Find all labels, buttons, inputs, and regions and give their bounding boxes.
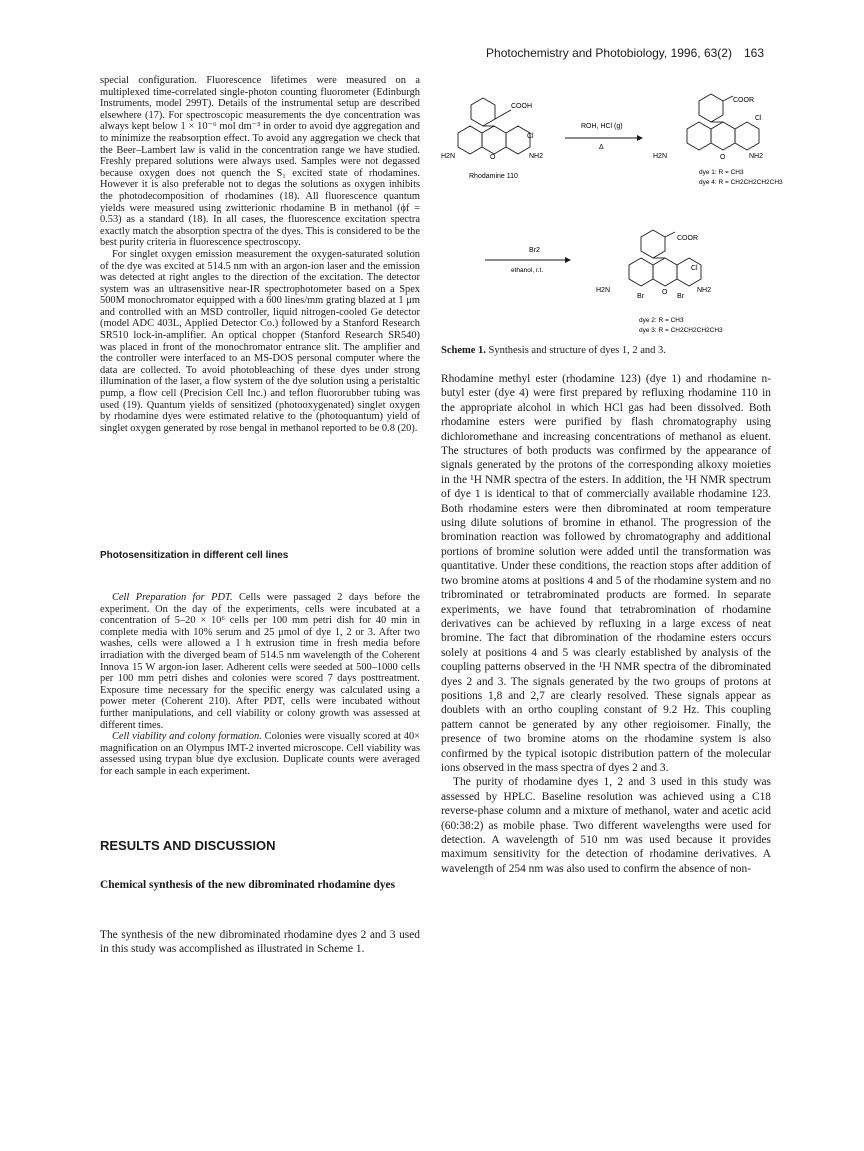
left-column [100,75,420,434]
subheading-photosensitization: Photosensitization in different cell lines [100,550,289,561]
heat-symbol: Δ [599,144,604,151]
dye-1-definition: dye 1: R = CH3 [699,169,744,176]
paragraph-synthesis-intro [100,928,420,957]
bromine-label-left: Br [637,293,644,300]
paragraph-hplc-purity: The purity of rhodamine dyes 1, 2 and 3 used in this study was assessed by HPLC. Baseline resolution was achieved using a C18 reverse-phase column and a mixture of methanol, water and acetic acid (60:38:2) as mobile phase. Two different wavelengths were used for detection. A wavelength of 510 nm was used because it provides maximum sensitivity for the detection of rhodamine derivatives. A wavelength of 254 nm was also used to confirm the absence of non- [441,776,771,875]
paragraph-singlet-oxygen: For singlet oxygen emission measurement the oxygen-saturated solution of the dye was excited at 514.5 nm with an argon-ion laser and the emission was detected at right angles to the direction of the excitation. The detector system was an ultrasensitive near-IR spectrophotometer based on a Spex 500M monochromator equipped with a 600 lines/mm grating blazed at 1 μm and controlled with an MSD controller, liquid nitrogen-cooled Ge detector (model ADC 403L, Applied Detector Co.) followed by a Stanford Research SR510 lock-in-amplifier. An optical chopper (Stanford Research SR540) was placed in front of the monochromator entrance slit. The amplifier and the controller were interfaced to an MS-DOS personal computer where the data are collected. To avoid photobleaching of these dyes under strong illumination of the laser, a flow system of the dye solution using a peristaltic pump, a flow cell (Precision Cell Inc.) and teflon fluororubber tubing was used (19). Quantum yields of sensitized (photooxygenated) singlet oxygen by rhodamine dyes were estimated relative to the (photoquantum) yield of singlet oxygen generated by rose bengal in methanol reported to be 0.8 (20). [100,248,420,434]
h2n-label-2: H2N [653,153,668,160]
scheme-caption [441,345,666,356]
nh2-label-1: NH2 [529,153,544,160]
dye-3-definition: dye 3: R = CH2CH2CH2CH3 [639,327,723,334]
subheading-chemical-synthesis: Chemical synthesis of the new dibrominated rhodamine dyes [100,879,396,891]
dye-2-definition: dye 2: R = CH3 [639,317,684,324]
reaction-arrow-1-head [637,135,643,141]
reaction-arrow-2-head [565,257,571,263]
text-synthesis-intro: The synthesis of the new dibrominated rhodamine dyes 2 and 3 used in this study was accomplished as illustrated in Scheme 1. [100,929,420,956]
paragraph-methods-fluorescence: special configuration. Fluorescence lifetimes were measured on a multiplexed time-correlated single-photon counting fluorometer (Edinburgh Instruments, model 299T). Details of the instrumental setup are described elsewhere (17). For spectroscopic measurements the dye concentration was always kept below 1 × 10⁻⁶ mol dm⁻³ in order to avoid dye aggregation and to minimize the reabsorption effect. To avoid any aggregation we check that the Beer–Lambert law is valid in the concentration range we have studied. Freshly prepared solutions were always used. Samples were not degassed because oxygen does not quench the S₁ excited state of rhodamines. However it is also preferable not to degas the solutions as oxygen inhibits the photodecomposition of rhodamines (18). All fluorescence quantum yields were measured using zwitterionic rhodamine B in methanol (ϕf = 0.53) as a standard (18). In all cases, the fluorescence excitation spectra exactly match the absorption spectra of the dyes. This is considered to be the best purity criteria in fluorescence spectroscopy. [100,75,420,249]
right-column [441,372,771,876]
run-in-head-cell-viability: Cell viability and colony formation. [112,731,262,743]
solvent-ethanol: ethanol, r.t. [511,267,544,274]
chloride-label-3: Cl [691,265,698,272]
page-number: 163 [743,46,764,60]
oxygen-label-2: O [720,154,726,161]
running-header [486,46,764,60]
rhodamine-110-label: Rhodamine 110 [469,173,518,180]
scheme-1-figure [441,80,783,355]
chloride-label-2: Cl [755,115,762,122]
oxygen-label-3: O [662,289,668,296]
paragraph-ester-synthesis: Rhodamine methyl ester (rhodamine 123) (dye 1) and rhodamine n-butyl ester (dye 4) were first prepared by refluxing rhodamine 110 in the appropriate alcohol in which HCl gas had been dissolved. Both rhodamine esters were purified by flash chromatography using dichloromethane and increasing concentrations of methanol as eluent. The structures of both products was confirmed by the appearance of signals generated by the protons of the corresponding alkoxy moieties in the ¹H NMR spectra of the esters. In addition, the ¹H NMR spectrum of dye 1 is identical to that of commercially available rhodamine 123. Both rhodamine esters were then dibrominated at room temperature using dilute solutions of bromine in ethanol. The progression of the bromination reaction was followed by chromatography and additional portions of bromine solution were added until the transformation was quantitative. Under these conditions, the reaction stops after addition of two bromine atoms at positions 4 and 5 of the rhodamine system and no tribrominated or tetrabrominated products are formed. In separate experiments, we have found that tetrabromination of rhodamine derivatives can be achieved by refluxing in a large excess of neat bromine. The fact that dibromination of the rhodamine esters occurs solely at positions 4 and 5 was clearly established by analysis of the coupling patterns observed in the ¹H NMR spectra of the dibrominated dyes 2 and 3. The signals generated by the two groups of protons at positions 1,8 and 2,7 are clearly resolved. These signals appear as doublets with an ortho coupling constant of 9.2 Hz. This coupling pattern cannot be generated by any other regioisomer. Finally, the presence of two bromine atoms on the rhodamine system is also confirmed by the typical isotopic distribution pattern of the molecular ions observed in the mass spectra of dyes 2 and 3. [441,373,771,774]
h2n-label-1: H2N [441,153,456,160]
nh2-label-2: NH2 [749,153,764,160]
reagent-br2: Br2 [529,247,540,254]
bromine-label-right: Br [677,293,684,300]
journal-citation: Photochemistry and Photobiology, 1996, 63(2) [486,46,732,60]
coor-label-2: COOR [677,235,698,242]
text-cell-viability: Colonies were visually scored at 40× magnification on an Olympus IMT-2 inverted microscope. Cell viability was assessed using trypan blue dye exclusion. Duplicate counts were averaged for each sample in each experiment. [100,731,420,777]
chloride-label-1: Cl [527,133,534,140]
cooh-label: COOH [511,103,532,110]
oxygen-label-1: O [490,154,496,161]
caption-text: Synthesis and structure of dyes 1, 2 and 3. [485,345,666,356]
h2n-label-3: H2N [596,287,611,294]
coor-label-1: COOR [733,97,754,104]
nh2-label-3: NH2 [697,287,712,294]
caption-label: Scheme 1. [441,345,486,356]
reagent-roh-hcl: ROH, HCl (g) [581,123,623,130]
run-in-head-cell-preparation: Cell Preparation for PDT. [112,592,233,603]
dye-4-definition: dye 4: R = CH2CH2CH2CH3 [699,179,783,186]
left-column-lower [100,592,420,778]
paragraph-cell-viability [100,731,420,777]
paragraph-cell-preparation [100,592,420,731]
section-heading-results: RESULTS AND DISCUSSION [100,838,276,853]
text-cell-preparation: Cells were passaged 2 days before the experiment. On the day of the experiments, cells were incubated at a concentration of 5–20 × 10⁶ cells per 100 mm petri dish for 40 min in complete media with 10% serum and 25 μmol of dye 1, 2 or 3. After two washes, cells were allowed a 1 h extrusion time in fresh media before irradiation with the diverged beam of 514.5 nm wavelength of the Coherent Innova 15 W argon-ion laser. Adherent cells were seeded at 500–1000 cells per 100 mm petri dishes and colonies were scored 7 days posttreatment. Exposure time necessary for the specific energy was calculated using a power meter (Coherent 210). After PDT, cells were incubated without further manipulations, and cell viability or colony growth was assessed at different times. [100,592,420,731]
